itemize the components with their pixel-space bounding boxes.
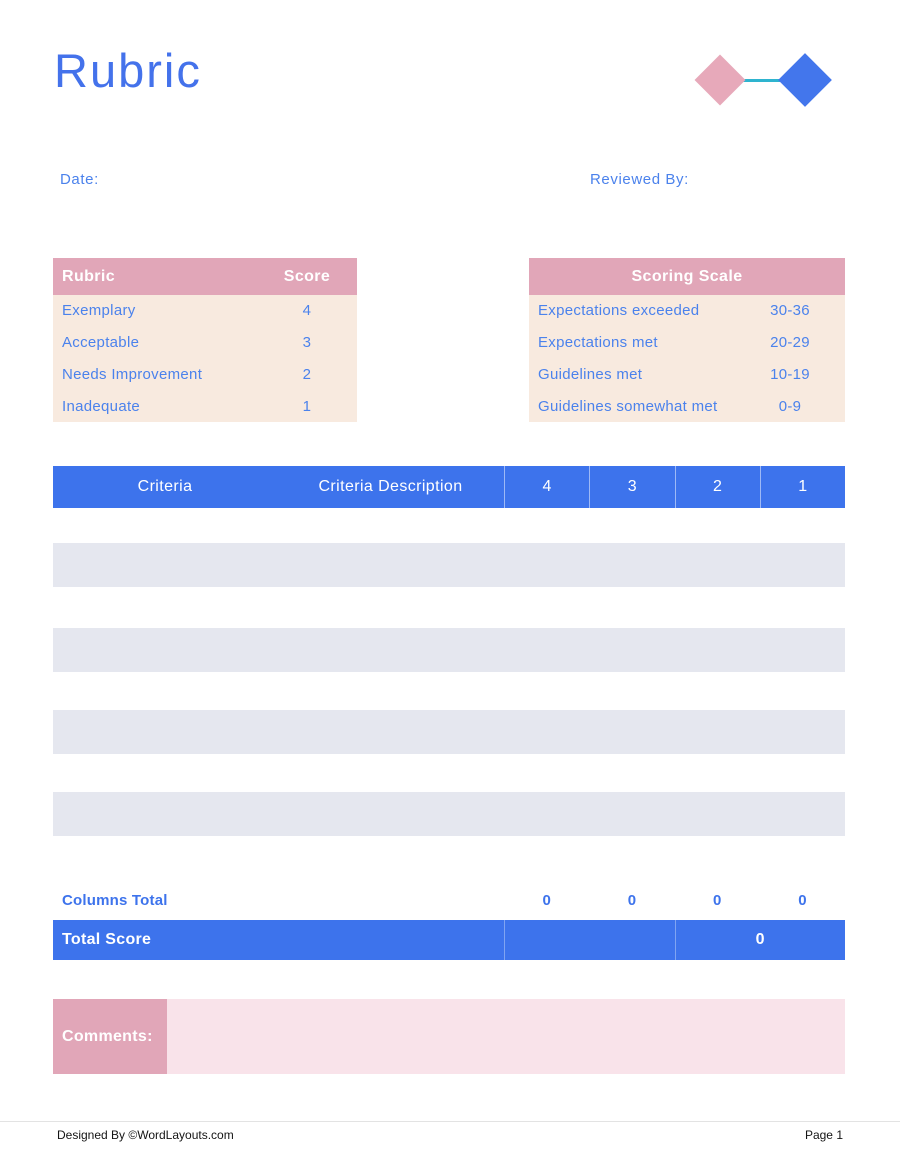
rubric-level-score: 2 [302, 365, 312, 383]
reviewed-by-label: Reviewed By: [590, 171, 689, 188]
criteria-column-header: Criteria [137, 478, 193, 495]
table-row [529, 295, 845, 327]
rubric-score-table-header [53, 258, 357, 295]
score-column-header-4: 4 [504, 466, 589, 508]
rubric-level-label: Acceptable [62, 334, 140, 352]
rubric-level-score: 4 [302, 302, 312, 320]
pink-diamond-icon [695, 55, 746, 106]
rubric-score-table [53, 258, 357, 422]
rubric-level-label: Inadequate [62, 397, 141, 415]
score-column-header-3: 3 [589, 466, 674, 508]
scale-label: Guidelines somewhat met [538, 397, 718, 415]
criteria-description-column-header: Criteria Description [318, 478, 463, 495]
scoring-scale-table [529, 258, 845, 422]
columns-total-row [53, 884, 845, 916]
date-input[interactable] [115, 171, 355, 189]
columns-total-value-1: 0 [798, 891, 807, 909]
columns-total-value-3: 0 [627, 891, 637, 909]
scale-label: Expectations met [538, 334, 658, 352]
page-title: Rubric [54, 44, 202, 97]
scale-range: 30-36 [770, 302, 810, 320]
total-score-row [53, 920, 845, 960]
total-score-value: 0 [675, 920, 846, 960]
footer-credit: Designed By ©WordLayouts.com [57, 1128, 234, 1142]
criteria-table-header [53, 466, 845, 508]
columns-total-value-4: 0 [542, 891, 551, 909]
scale-range: 0-9 [778, 397, 802, 415]
rubric-column-header: Rubric [62, 267, 116, 285]
criteria-empty-row[interactable] [53, 710, 845, 754]
table-row [53, 295, 357, 327]
table-row [529, 327, 845, 359]
footer-divider [0, 1121, 900, 1122]
table-row [529, 390, 845, 422]
criteria-empty-row[interactable] [53, 543, 845, 587]
rubric-level-score: 1 [302, 397, 312, 415]
blue-diamond-icon [778, 53, 832, 107]
total-score-spacer-cell [504, 920, 675, 960]
date-label: Date: [60, 171, 99, 188]
score-column-header: Score [283, 267, 331, 285]
scoring-scale-table-header [529, 258, 845, 295]
scale-range: 10-19 [770, 365, 810, 383]
table-row [529, 359, 845, 391]
comments-label: Comments: [53, 999, 167, 1074]
scoring-scale-title: Scoring Scale [631, 267, 743, 285]
scale-label: Expectations exceeded [538, 302, 700, 320]
comments-input-area[interactable] [167, 999, 845, 1074]
score-column-header-1: 1 [760, 466, 845, 508]
table-row [53, 359, 357, 391]
reviewed-by-input[interactable] [700, 171, 845, 189]
rubric-level-label: Exemplary [62, 302, 136, 320]
table-row [53, 390, 357, 422]
scale-range: 20-29 [770, 334, 810, 352]
rubric-score-table-body [53, 295, 357, 422]
columns-total-value-2: 0 [712, 891, 722, 909]
criteria-empty-row[interactable] [53, 628, 845, 672]
table-row [53, 327, 357, 359]
criteria-empty-row[interactable] [53, 792, 845, 836]
scoring-scale-table-body [529, 295, 845, 422]
columns-total-label: Columns Total [62, 891, 168, 909]
scale-label: Guidelines met [538, 365, 643, 383]
footer-page-number: Page 1 [804, 1128, 843, 1142]
comments-section [53, 999, 845, 1074]
rubric-level-score: 3 [302, 334, 312, 352]
score-column-header-2: 2 [675, 466, 760, 508]
rubric-level-label: Needs Improvement [62, 365, 203, 383]
total-score-label: Total Score [62, 931, 152, 948]
